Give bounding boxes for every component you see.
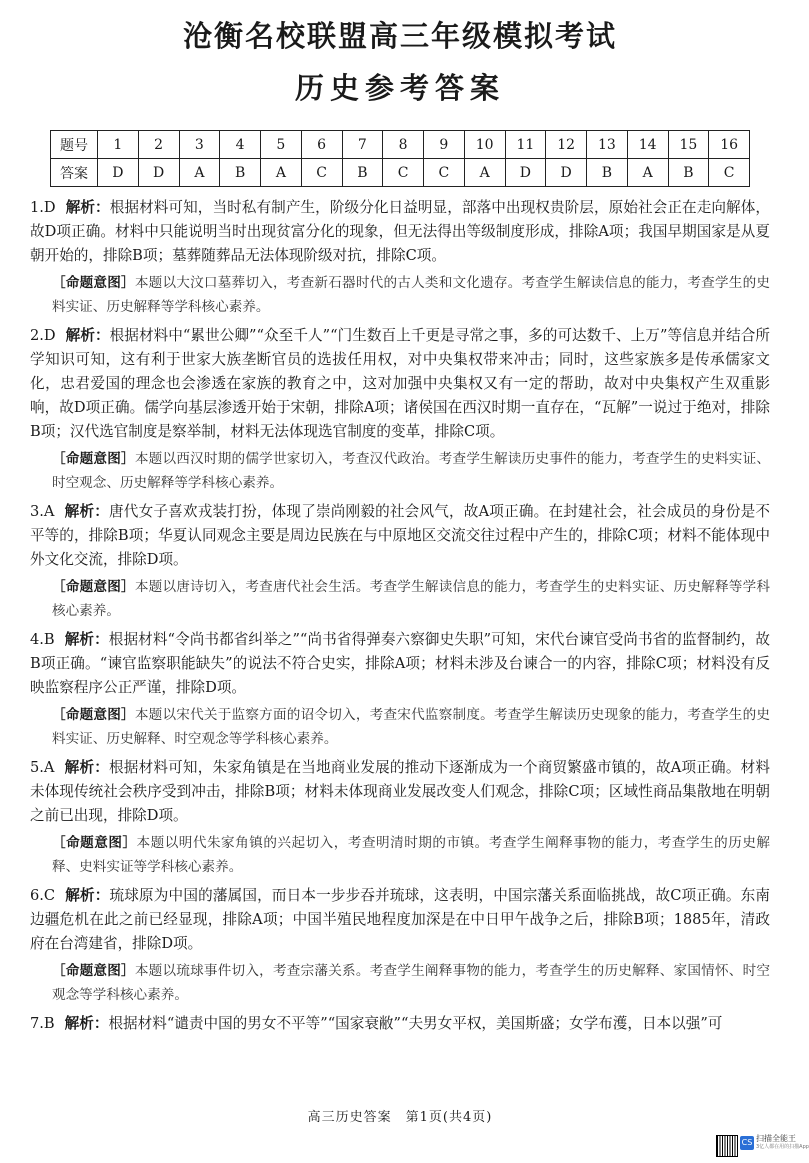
answer-explanations xyxy=(30,196,770,1036)
intent-text: 本题以宋代关于监察方面的诏令切入，考查宋代监察制度。考查学生解读历史现象的能力，考查学生的史料实证、历史解释、时空观念等学科核心素养。 xyxy=(52,707,771,747)
intent-label: ［命题意图］ xyxy=(52,275,135,291)
answer-cell: D xyxy=(505,159,546,187)
question-explanation xyxy=(30,884,770,956)
analysis-text: 根据材料“令尚书都省纠举之”“尚书省得弹奏六察御史失职”可知，宋代台谏官受尚书省的监督制约，故B项正确。“谏官监察职能缺失”的说法不符合史实，排除A项；材料未涉及台谏合一的内容，排除C项；材料没有反映监察程序公正严谨，排除D项。 xyxy=(30,631,770,696)
analysis-label: 解析： xyxy=(65,199,110,216)
question-intent xyxy=(30,959,770,1007)
analysis-text: 根据材料可知，当时私有制产生，阶级分化日益明显，部落中出现权贵阶层，原始社会正在走向解体，故D项正确。材料中只能说明当时出现贫富分化的现象，但无法得出等级制度形成，排除A项；我国早期国家是从夏朝开始的，排除B项；墓葬随葬品无法体现阶级对抗，排除C项。 xyxy=(30,199,770,264)
question-block xyxy=(30,1012,770,1036)
answer-cell: B xyxy=(220,159,261,187)
analysis-label: 解析： xyxy=(64,759,110,776)
intent-label: ［命题意图］ xyxy=(52,835,137,851)
answer-cell: B xyxy=(668,159,709,187)
question-block xyxy=(30,196,770,319)
intent-label: ［命题意图］ xyxy=(52,963,135,979)
question-number-cell: 1 xyxy=(98,131,139,159)
intent-text: 本题以琉球事件切入，考查宗藩关系。考查学生阐释事物的能力，考查学生的历史解释、家国情怀、时空观念等学科核心素养。 xyxy=(52,963,771,1003)
question-number: 6.C xyxy=(30,887,56,904)
page-subtitle: 历史参考答案 xyxy=(294,71,505,105)
question-number-cell: 5 xyxy=(261,131,302,159)
question-explanation xyxy=(30,628,770,700)
question-number-cell: 11 xyxy=(505,131,546,159)
answer-cell: D xyxy=(138,159,179,187)
question-block xyxy=(30,500,770,623)
answer-table-answer-row xyxy=(51,159,750,187)
scanner-name: 扫描全能王 xyxy=(756,1134,796,1143)
question-number: 5.A xyxy=(30,759,55,776)
answer-cell: D xyxy=(98,159,139,187)
answer-table-number-row xyxy=(51,131,750,159)
answer-cell: C xyxy=(301,159,342,187)
intent-text: 本题以唐诗切入，考查唐代社会生活。考查学生解读信息的能力，考查学生的史料实证、历史解释等学科核心素养。 xyxy=(52,579,771,619)
question-block xyxy=(30,884,770,1007)
question-number: 2.D xyxy=(30,327,56,344)
answer-cell: B xyxy=(587,159,628,187)
question-number-cell: 15 xyxy=(668,131,709,159)
scanner-tagline: 3亿人都在用的扫描App xyxy=(756,1144,809,1150)
question-number-cell: 4 xyxy=(220,131,261,159)
question-intent xyxy=(30,831,770,879)
question-explanation xyxy=(30,1012,770,1036)
analysis-label: 解析： xyxy=(64,631,109,648)
analysis-label: 解析： xyxy=(65,327,110,344)
question-number: 1.D xyxy=(30,199,56,216)
intent-label: ［命题意图］ xyxy=(52,707,135,723)
question-number-cell: 7 xyxy=(342,131,383,159)
camscanner-logo: CS xyxy=(740,1136,754,1150)
question-explanation xyxy=(30,500,770,572)
answer-cell: C xyxy=(383,159,424,187)
question-intent xyxy=(30,271,770,319)
question-number-cell: 6 xyxy=(301,131,342,159)
question-intent xyxy=(30,703,770,751)
answer-cell: A xyxy=(179,159,220,187)
answer-table xyxy=(50,130,750,187)
intent-label: ［命题意图］ xyxy=(52,579,135,595)
analysis-text: 根据材料“谴责中国的男女不平等”“国家衰敝”“夫男女平权，美国斯盛；女学布濩，日本以强”可 xyxy=(108,1015,723,1032)
question-number: 7.B xyxy=(30,1015,55,1032)
question-number-cell: 13 xyxy=(587,131,628,159)
intent-text: 本题以西汉时期的儒学世家切入，考查汉代政治。考查学生解读历史事件的能力，考查学生的史料实证、时空观念、历史解释等学科核心素养。 xyxy=(52,451,771,491)
intent-label: ［命题意图］ xyxy=(52,451,135,467)
qr-code-icon xyxy=(716,1135,738,1157)
question-block xyxy=(30,324,770,495)
answer-cell: C xyxy=(709,159,750,187)
question-number-cell: 9 xyxy=(424,131,465,159)
analysis-text: 根据材料中“累世公卿”“众至千人”“门生数百上千更是寻常之事，多的可达数千、上万”等信息并结合所学知识可知，这有利于世家大族垄断官员的选拔任用权，对中央集权带来冲击；同时，这些家族多是传承儒家文化，忠君爱国的理念也会渗透在家族的教育之中，这对加强中央集权又有一定的帮助，故对中央集权产生双重影响，故D项正确。儒学向基层渗透开始于宋朝，排除A项；诸侯国在西汉时期一直存在，“瓦解”一说过于绝对，排除B项；汉代选官制度是察举制，材料无法体现选官制度的变革，排除C项。 xyxy=(30,327,770,440)
answer-cell: A xyxy=(261,159,302,187)
question-number: 3.A xyxy=(30,503,55,520)
question-intent xyxy=(30,447,770,495)
analysis-text: 琉球原为中国的藩属国，而日本一步步吞并琉球，这表明，中国宗藩关系面临挑战，故C项正确。东南边疆危机在此之前已经显现，排除A项；中国半殖民地程度加深是在中日甲午战争之后，排除B项；1885年，清政府在台湾建省，排除D项。 xyxy=(30,887,770,952)
page-footer: 高三历史答案 第1页(共4页) xyxy=(307,1110,493,1125)
question-block xyxy=(30,628,770,751)
question-intent xyxy=(30,575,770,623)
question-explanation xyxy=(30,324,770,444)
page-title: 沧衡名校联盟高三年级模拟考试 xyxy=(182,19,617,53)
question-explanation xyxy=(30,756,770,828)
question-number: 4.B xyxy=(30,631,55,648)
analysis-label: 解析： xyxy=(65,887,110,904)
analysis-text: 根据材料可知，朱家角镇是在当地商业发展的推动下逐渐成为一个商贸繁盛市镇的，故A项正确。材料未体现传统社会秩序受到冲击，排除B项；材料未体现商业发展改变人们观念，排除C项；区域性商品集散地在明朝之前已出现，排除D项。 xyxy=(30,759,770,824)
question-number-cell: 14 xyxy=(627,131,668,159)
answer-cell: D xyxy=(546,159,587,187)
intent-text: 本题以明代朱家角镇的兴起切入，考查明清时期的市镇。考查学生阐释事物的能力，考查学生的历史解释、史料实证等学科核心素养。 xyxy=(52,835,770,875)
answer-cell: C xyxy=(424,159,465,187)
answer-cell: A xyxy=(627,159,668,187)
question-number-cell: 12 xyxy=(546,131,587,159)
intent-text: 本题以大汶口墓葬切入，考查新石器时代的古人类和文化遗存。考查学生解读信息的能力，考查学生的史料实证、历史解释等学科核心素养。 xyxy=(52,275,771,315)
answer-cell: B xyxy=(342,159,383,187)
question-number-cell: 3 xyxy=(179,131,220,159)
analysis-text: 唐代女子喜欢戎装打扮，体现了崇尚刚毅的社会风气，故A项正确。在封建社会，社会成员的身份是不平等的，排除B项；华夏认同观念主要是周边民族在与中原地区交流交往过程中产生的，排除C项；材料不能体现中外文化交流，排除D项。 xyxy=(30,503,770,568)
analysis-label: 解析： xyxy=(64,1015,109,1032)
question-block xyxy=(30,756,770,879)
question-number-cell: 2 xyxy=(138,131,179,159)
answer-cell: A xyxy=(464,159,505,187)
question-explanation xyxy=(30,196,770,268)
row-label-number: 题号 xyxy=(51,131,98,159)
question-number-cell: 10 xyxy=(464,131,505,159)
analysis-label: 解析： xyxy=(64,503,110,520)
question-number-cell: 16 xyxy=(709,131,750,159)
scanner-watermark xyxy=(756,1134,809,1151)
question-number-cell: 8 xyxy=(383,131,424,159)
row-label-answer: 答案 xyxy=(51,159,98,187)
